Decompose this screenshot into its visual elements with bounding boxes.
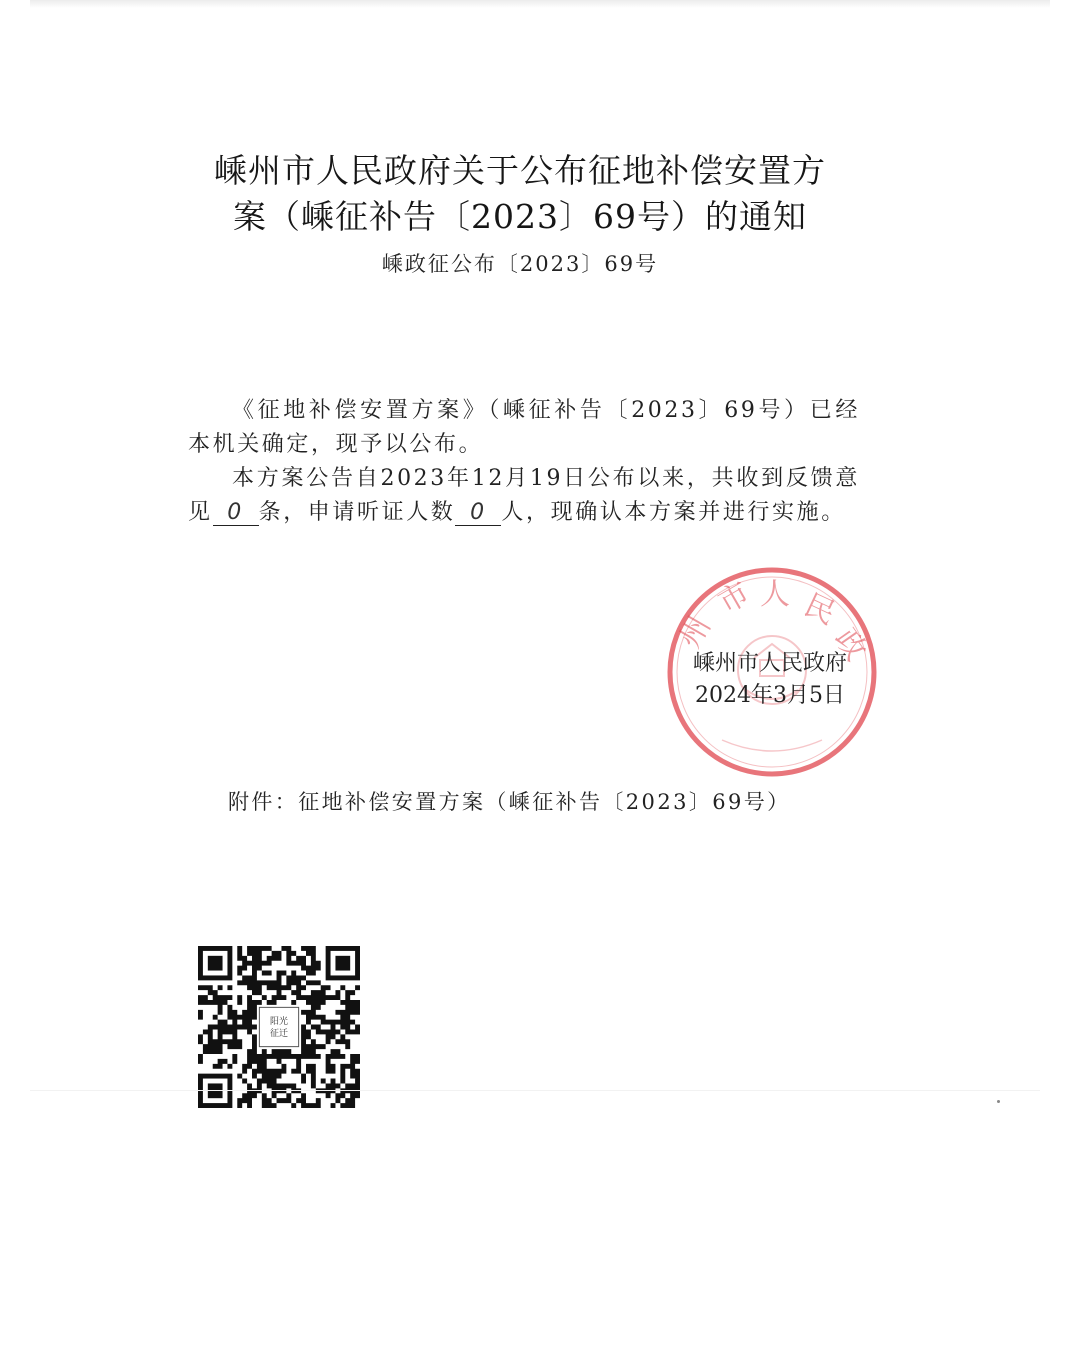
paragraph-2-part-a: 本方案公告自2023年12月19日公布以来，共收到反馈意见: [188, 466, 860, 525]
qr-code[interactable]: [198, 946, 360, 1108]
seal-char-4: 民: [798, 587, 841, 632]
seal-char-5: 政: [827, 622, 874, 668]
document-number: 嵊政征公布〔2023〕69号: [381, 252, 659, 276]
seal-char-1: 州: [672, 610, 718, 654]
signature-organization: 嵊州市人民政府: [692, 651, 847, 676]
scan-speck: [997, 1100, 1000, 1103]
paragraph-2-part-c: 人，现确认本方案并进行实施。: [501, 500, 846, 525]
qr-finder-pattern: [326, 946, 360, 980]
qr-center-logo: [259, 1007, 298, 1046]
document-body: [188, 394, 860, 530]
paragraph-1: 《征地补偿安置方案》（嵊征补告〔2023〕69号）已经本机关确定，现予以公布。: [188, 398, 860, 457]
scan-fold-line: [30, 1090, 1040, 1091]
title-line-1: 嵊州市人民政府关于公布征地补偿安置方: [214, 151, 826, 190]
attachment-note: 附件：征地补偿安置方案（嵊征补告〔2023〕69号）: [228, 790, 791, 814]
signature-date: 2024年3月5日: [695, 683, 845, 708]
hearing-count: 0: [455, 501, 501, 526]
qr-logo-text-2: 征迁: [269, 1029, 289, 1039]
paragraph-2-part-b: 条，申请听证人数: [258, 500, 456, 525]
qr-finder-pattern: [198, 946, 232, 980]
title-line-2: 案（嵊征补告〔2023〕69号）的通知: [233, 197, 807, 236]
qr-logo-text-1: 阳光: [269, 1017, 289, 1027]
signature-block: [665, 648, 875, 712]
seal-char-3: 人: [760, 577, 790, 612]
seal-char-2: 市: [712, 575, 756, 621]
document-title: [150, 148, 890, 240]
paragraph-2: [188, 462, 860, 530]
feedback-count: 0: [213, 501, 259, 526]
